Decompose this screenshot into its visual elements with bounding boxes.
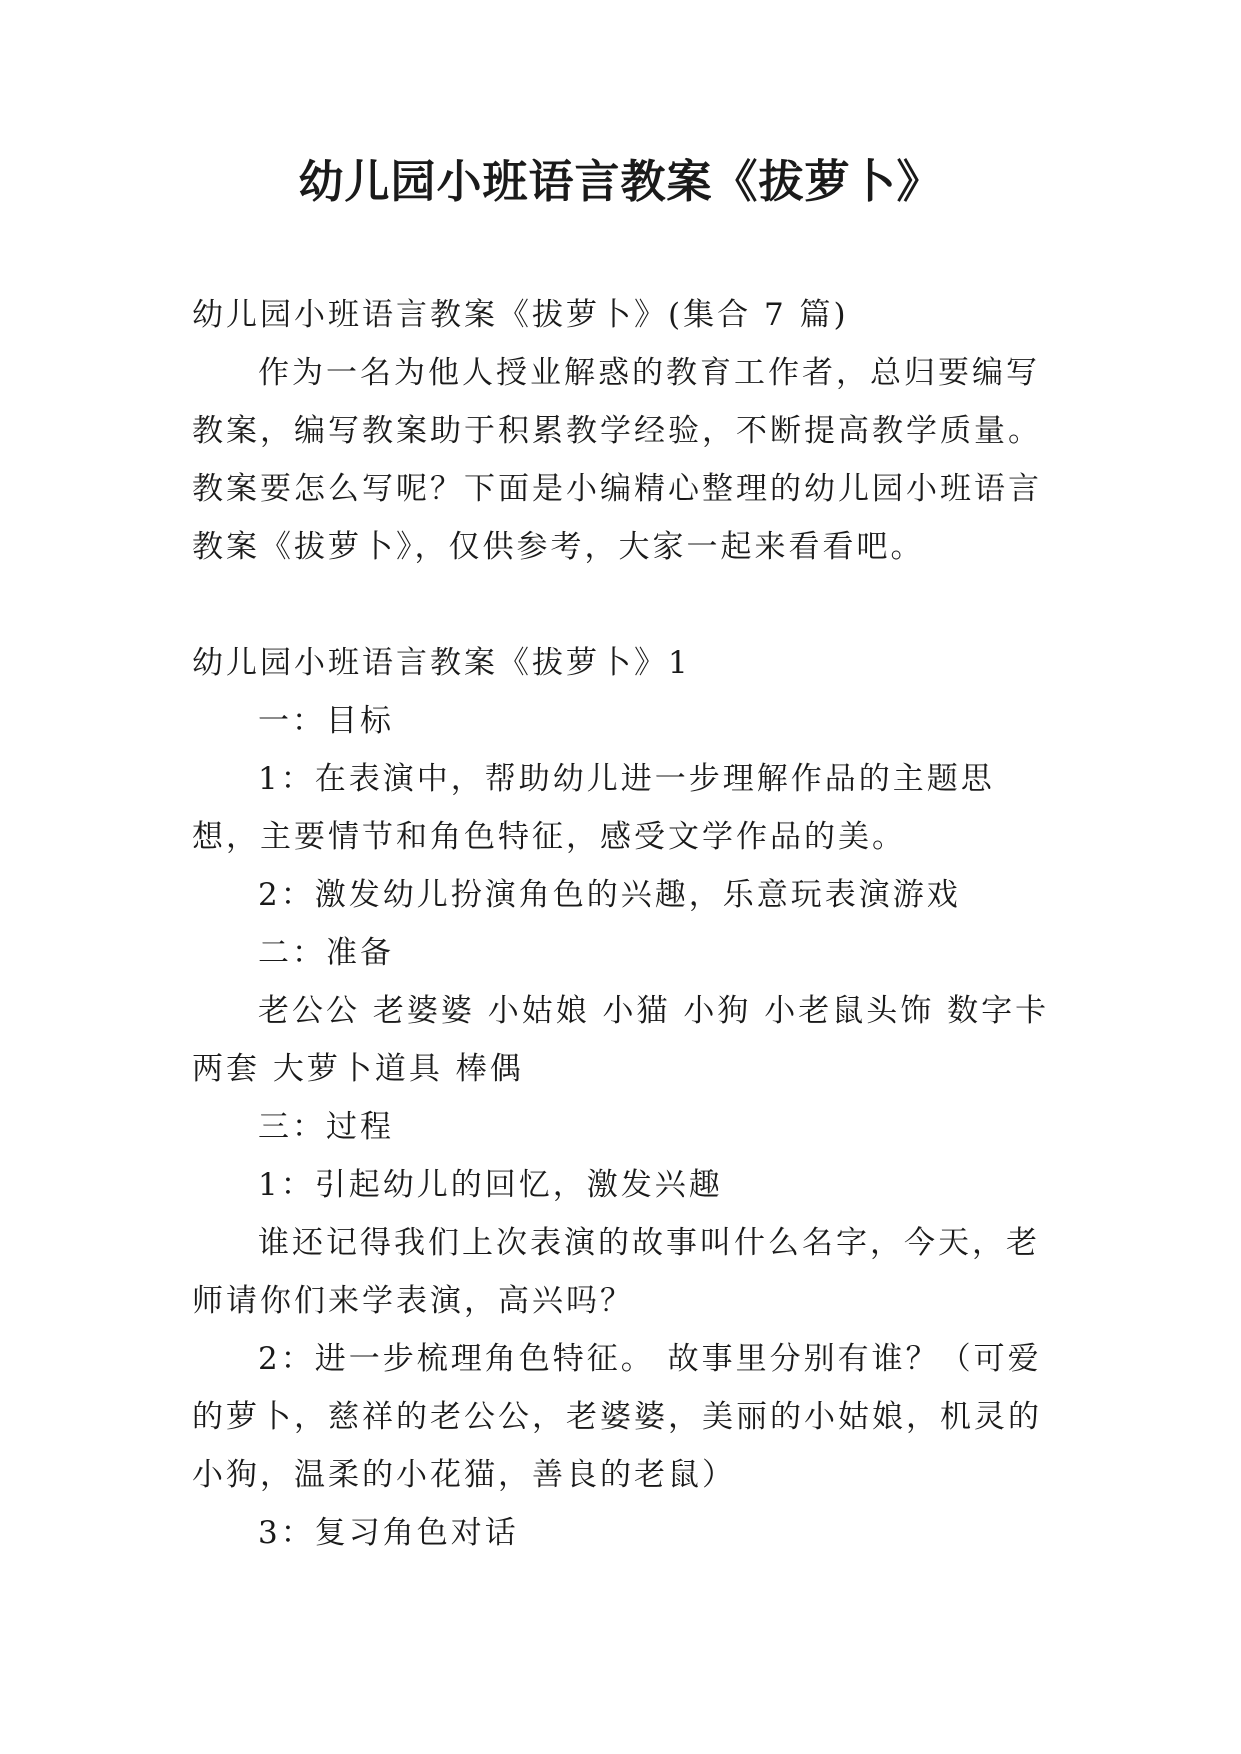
goal-item-1: 1：在表演中，帮助幼儿进一步理解作品的主题思想，主要情节和角色特征，感受文学作品的美。 (192, 761, 995, 855)
collection-heading: 幼儿园小班语言教案《拔萝卜》(集合 7 篇) (192, 297, 849, 333)
document-body (192, 286, 1050, 1562)
document-title: 幼儿园小班语言教案《拔萝卜》 (298, 155, 943, 208)
goals-heading: 一：目标 (258, 703, 394, 739)
process-step-1-detail: 谁还记得我们上次表演的故事叫什么名字，今天，老师请你们来学表演，高兴吗？ (192, 1225, 1040, 1319)
process-step-1: 1：引起幼儿的回忆，激发兴趣 (258, 1167, 723, 1203)
process-heading: 三：过程 (258, 1109, 394, 1145)
process-step-3: 3：复习角色对话 (258, 1515, 519, 1551)
goal-item-2: 2：激发幼儿扮演角色的兴趣，乐意玩表演游戏 (258, 877, 961, 913)
paragraph-spacer (192, 576, 1050, 634)
section-heading: 幼儿园小班语言教案《拔萝卜》1 (192, 645, 691, 681)
process-step-2: 2：进一步梳理角色特征。 故事里分别有谁？（可爱的萝卜，慈祥的老公公，老婆婆，美丽的小姑娘，机灵的小狗，温柔的小花猫，善良的老鼠） (192, 1341, 1042, 1493)
intro-paragraph: 作为一名为他人授业解惑的教育工作者，总归要编写教案，编写教案助于积累教学经验，不断提高教学质量。教案要怎么写呢？下面是小编精心整理的幼儿园小班语言教案《拔萝卜》，仅供参考，大家一起来看看吧。 (192, 355, 1042, 565)
preparation-heading: 二：准备 (258, 935, 394, 971)
preparation-items: 老公公 老婆婆 小姑娘 小猫 小狗 小老鼠头饰 数字卡两套 大萝卜道具 棒偶 (192, 993, 1050, 1087)
